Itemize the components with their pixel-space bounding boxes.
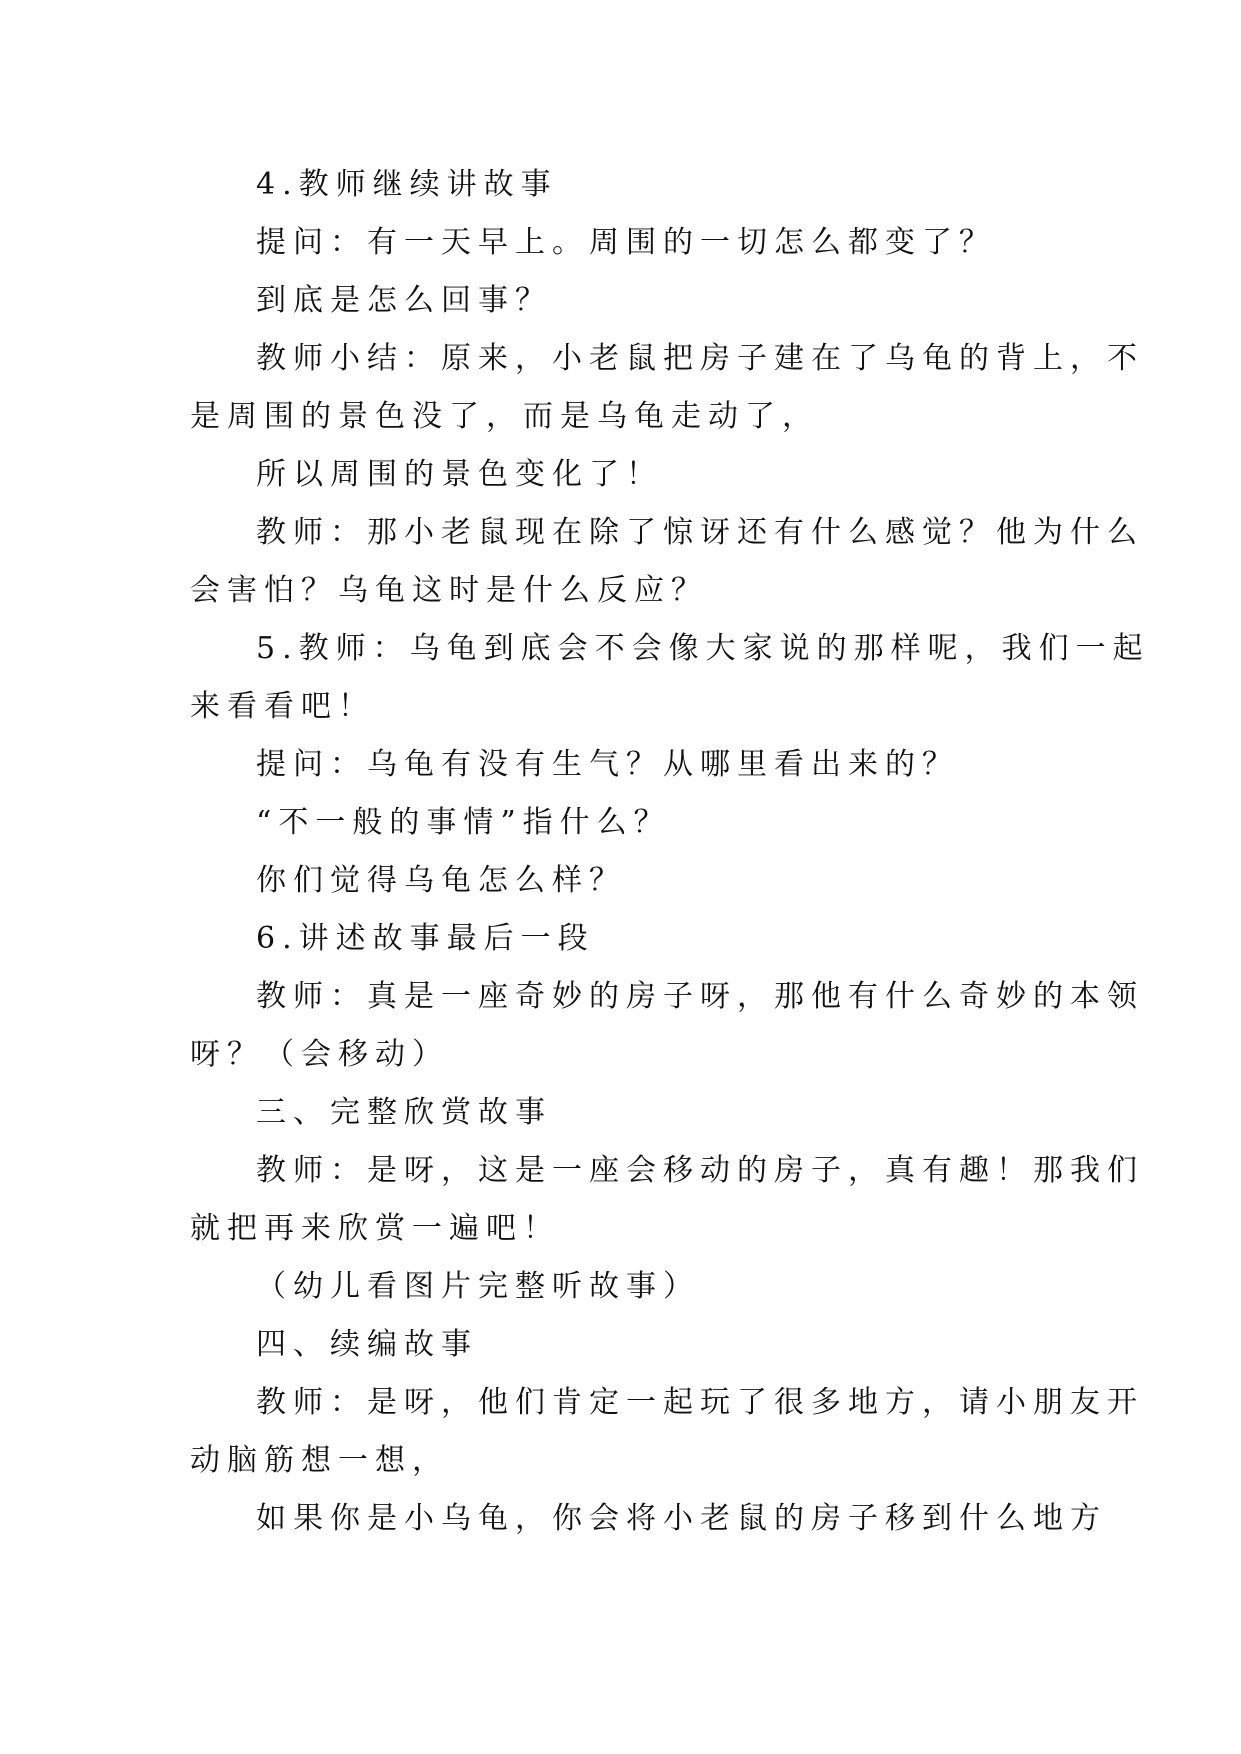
text-line: （幼儿看图片完整听故事） — [256, 1269, 700, 1304]
paragraph — [190, 1490, 1107, 1548]
paragraph — [190, 794, 1050, 852]
paragraph — [190, 330, 1144, 446]
text-line: 你们觉得乌龟怎么样？ — [256, 863, 626, 898]
text-line: 就把再来欣赏一遍吧！ — [190, 1211, 560, 1246]
text-line: 提问：乌龟有没有生气？从哪里看出来的？ — [256, 747, 959, 782]
paragraph — [190, 1316, 1050, 1374]
text-line: 所以周围的景色变化了！ — [256, 457, 663, 492]
text-line: 教师：真是一座奇妙的房子呀，那他有什么奇妙的本领 — [256, 979, 1144, 1014]
paragraph — [190, 1258, 1050, 1316]
document-body — [190, 156, 1150, 1548]
text-line: 教师：是呀，他们肯定一起玩了很多地方，请小朋友开 — [256, 1385, 1144, 1420]
text-line: 教师小结：原来，小老鼠把房子建在了乌龟的背上，不 — [256, 341, 1144, 376]
text-line: 提问：有一天早上。周围的一切怎么都变了？ — [256, 225, 996, 260]
text-line: 到底是怎么回事？ — [256, 283, 552, 318]
text-line: 教师：那小老鼠现在除了惊讶还有什么感觉？他为什么 — [256, 515, 1144, 550]
section-heading: 四、续编故事 — [256, 1327, 478, 1362]
paragraph — [190, 1142, 1144, 1258]
text-line: 6.讲述故事最后一段 — [256, 921, 595, 956]
paragraph — [190, 968, 1144, 1084]
paragraph — [190, 446, 1050, 504]
paragraph — [190, 272, 1050, 330]
text-line: 如果你是小乌龟，你会将小老鼠的房子移到什么地方 — [256, 1501, 1107, 1536]
text-line: 来看看吧！ — [190, 689, 375, 724]
text-line: 会害怕？乌龟这时是什么反应？ — [190, 573, 708, 608]
text-line: 教师：是呀，这是一座会移动的房子，真有趣！那我们 — [256, 1153, 1144, 1188]
text-line: “不一般的事情”指什么？ — [256, 805, 671, 840]
paragraph — [190, 852, 1050, 910]
paragraph — [190, 1374, 1144, 1490]
text-line: 4.教师继续讲故事 — [256, 167, 558, 202]
paragraph — [190, 214, 1050, 272]
paragraph — [190, 1084, 1050, 1142]
paragraph — [190, 156, 1050, 214]
text-line: 5.教师：乌龟到底会不会像大家说的那样呢，我们一起 — [256, 631, 1150, 666]
text-line: 呀？（会移动） — [190, 1037, 449, 1072]
section-heading: 三、完整欣赏故事 — [256, 1095, 552, 1130]
paragraph — [190, 736, 1050, 794]
paragraph — [190, 504, 1144, 620]
text-line: 是周围的景色没了，而是乌龟走动了， — [190, 399, 819, 434]
paragraph — [190, 620, 1150, 736]
text-line: 动脑筋想一想， — [190, 1443, 449, 1478]
paragraph — [190, 910, 1050, 968]
